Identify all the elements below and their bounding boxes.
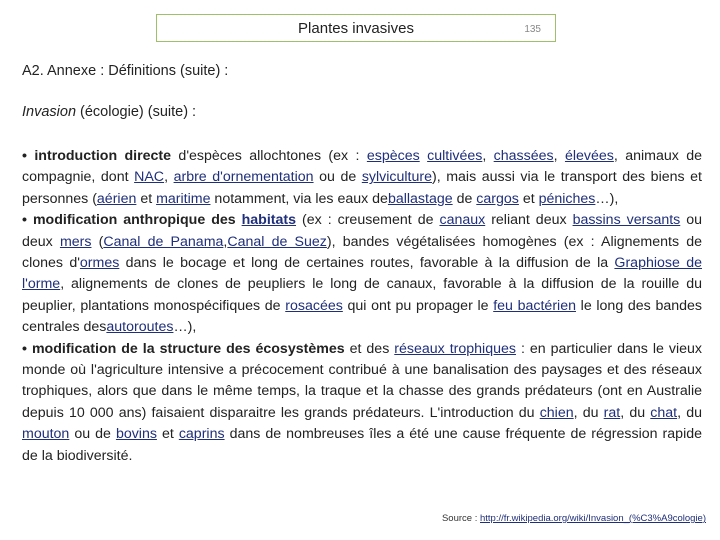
text-run: , du (573, 404, 604, 421)
link-mouton[interactable]: mouton (22, 426, 70, 443)
page-title: Plantes invasives (298, 20, 414, 37)
link-autoroutes[interactable]: autoroutes (106, 319, 174, 336)
link-maritime[interactable]: maritime (156, 190, 211, 207)
link-arbre-ornementation[interactable]: arbre d'ornementation (173, 169, 314, 186)
text-run: qui ont pu propager le (342, 297, 494, 314)
link-aerien[interactable]: aérien (96, 190, 137, 207)
link-chien[interactable]: chien (539, 404, 574, 421)
text-run: et (156, 426, 179, 443)
link-canal-panama[interactable]: Canal de Panama (103, 233, 224, 250)
source-citation (442, 513, 706, 524)
bullet-habitat-modification (22, 210, 702, 338)
text-run: …), (595, 190, 619, 207)
subtitle-term: Invasion (22, 104, 77, 120)
text-run: ou deux (22, 212, 703, 250)
text-run: , (223, 233, 228, 250)
text-run: de (452, 190, 477, 207)
bullet-lead: • introduction directe (22, 148, 172, 164)
bullet-ecosystem-structure (22, 339, 702, 467)
link-elevees[interactable]: élevées (564, 148, 614, 164)
bullet-lead: • modification de la structure des écosystèmes (22, 340, 345, 357)
text-run: ou de (69, 426, 116, 443)
link-bassins-versants[interactable]: bassins versants (572, 212, 681, 229)
link-rat[interactable]: rat (603, 404, 621, 421)
subtitle (22, 104, 196, 120)
source-label: Source : (441, 513, 480, 524)
text-run: , (553, 148, 565, 164)
text-run: le long des bandes centrales des (22, 297, 703, 336)
text-run: d'espèces allochtones (ex : (171, 148, 367, 164)
text-run (420, 148, 427, 164)
text-run: ou de (313, 169, 362, 186)
body-text (22, 146, 702, 467)
link-rosacees[interactable]: rosacées (285, 297, 343, 314)
link-feu-bacterien[interactable]: feu bactérien (493, 297, 576, 314)
text-run: et (136, 190, 157, 207)
subtitle-rest: (écologie) (suite) : (76, 104, 197, 120)
text-run: , (482, 148, 494, 164)
link-canaux[interactable]: canaux (439, 212, 486, 229)
link-caprins[interactable]: caprins (178, 426, 225, 443)
source-link[interactable]: http://fr.wikipedia.org/wiki/Invasion_(%C3%A9cologie) (480, 513, 706, 524)
link-chat[interactable]: chat (650, 404, 678, 421)
bullet-direct-introduction (22, 146, 702, 210)
text-run: , du (620, 404, 651, 421)
text-run: , alignements de clones de peupliers le long de canaux, favorable à la diffusion de la rouille du peuplier, plantations monospécifiques de (22, 276, 702, 314)
text-run: et (518, 190, 539, 207)
text-run: (ex : creusement de (296, 212, 440, 229)
link-canal-suez[interactable]: Canal de Suez (227, 233, 327, 250)
link-habitats[interactable]: habitats (241, 212, 297, 229)
text-run: et des (344, 340, 395, 357)
link-cultivees[interactable]: cultivées (427, 148, 483, 164)
text-run: ), bandes végétalisées homogènes (ex : Alignements de clones d' (22, 233, 703, 272)
link-graphiose[interactable]: Graphiose de l'orme (22, 255, 702, 293)
header-box (156, 14, 556, 42)
text-run: reliant deux (485, 212, 573, 229)
text-run: ( (91, 233, 104, 250)
link-bovins[interactable]: bovins (115, 426, 157, 443)
link-ormes[interactable]: ormes (79, 255, 120, 272)
link-mers[interactable]: mers (59, 233, 92, 250)
text-run: : en particulier dans le vieux monde où l'agriculture intensive a précocement contribué à une banalisation des paysages et des réseaux trophiques, alors que dans le même temps, la traque et la chasse des grands prédateurs (ont en Australie depuis 10 000 ans) faisaient disparaitre les grands prédateurs. L'introduction du (22, 340, 702, 421)
link-especes[interactable]: espèces (366, 148, 420, 164)
link-cargos[interactable]: cargos (476, 190, 519, 207)
link-peniches[interactable]: péniches (538, 190, 596, 207)
text-run: …), (173, 319, 197, 336)
text-run: dans le bocage et long de certaines routes, favorable à la diffusion de la (119, 255, 615, 272)
link-reseaux-trophiques[interactable]: réseaux trophiques (394, 340, 516, 357)
text-run: notamment, via les eaux de (210, 190, 388, 207)
text-run: ), mais aussi via le transport des biens et personnes ( (22, 169, 702, 207)
link-chassees[interactable]: chassées (493, 148, 554, 164)
text-run: , animaux de compagnie, dont (22, 148, 702, 186)
bullet-lead: • modification anthropique des (22, 212, 242, 229)
page-number: 135 (524, 24, 541, 35)
section-heading: A2. Annexe : Définitions (suite) : (22, 63, 229, 79)
text-run: dans de nombreuses îles a été une cause fréquente de régression rapide de la biodiversité. (22, 426, 703, 464)
text-run: , (164, 169, 174, 186)
link-ballastage[interactable]: ballastage (387, 190, 453, 207)
text-run: , du (677, 404, 702, 421)
link-sylviculture[interactable]: sylviculture (361, 169, 432, 186)
link-nac[interactable]: NAC (134, 169, 165, 186)
